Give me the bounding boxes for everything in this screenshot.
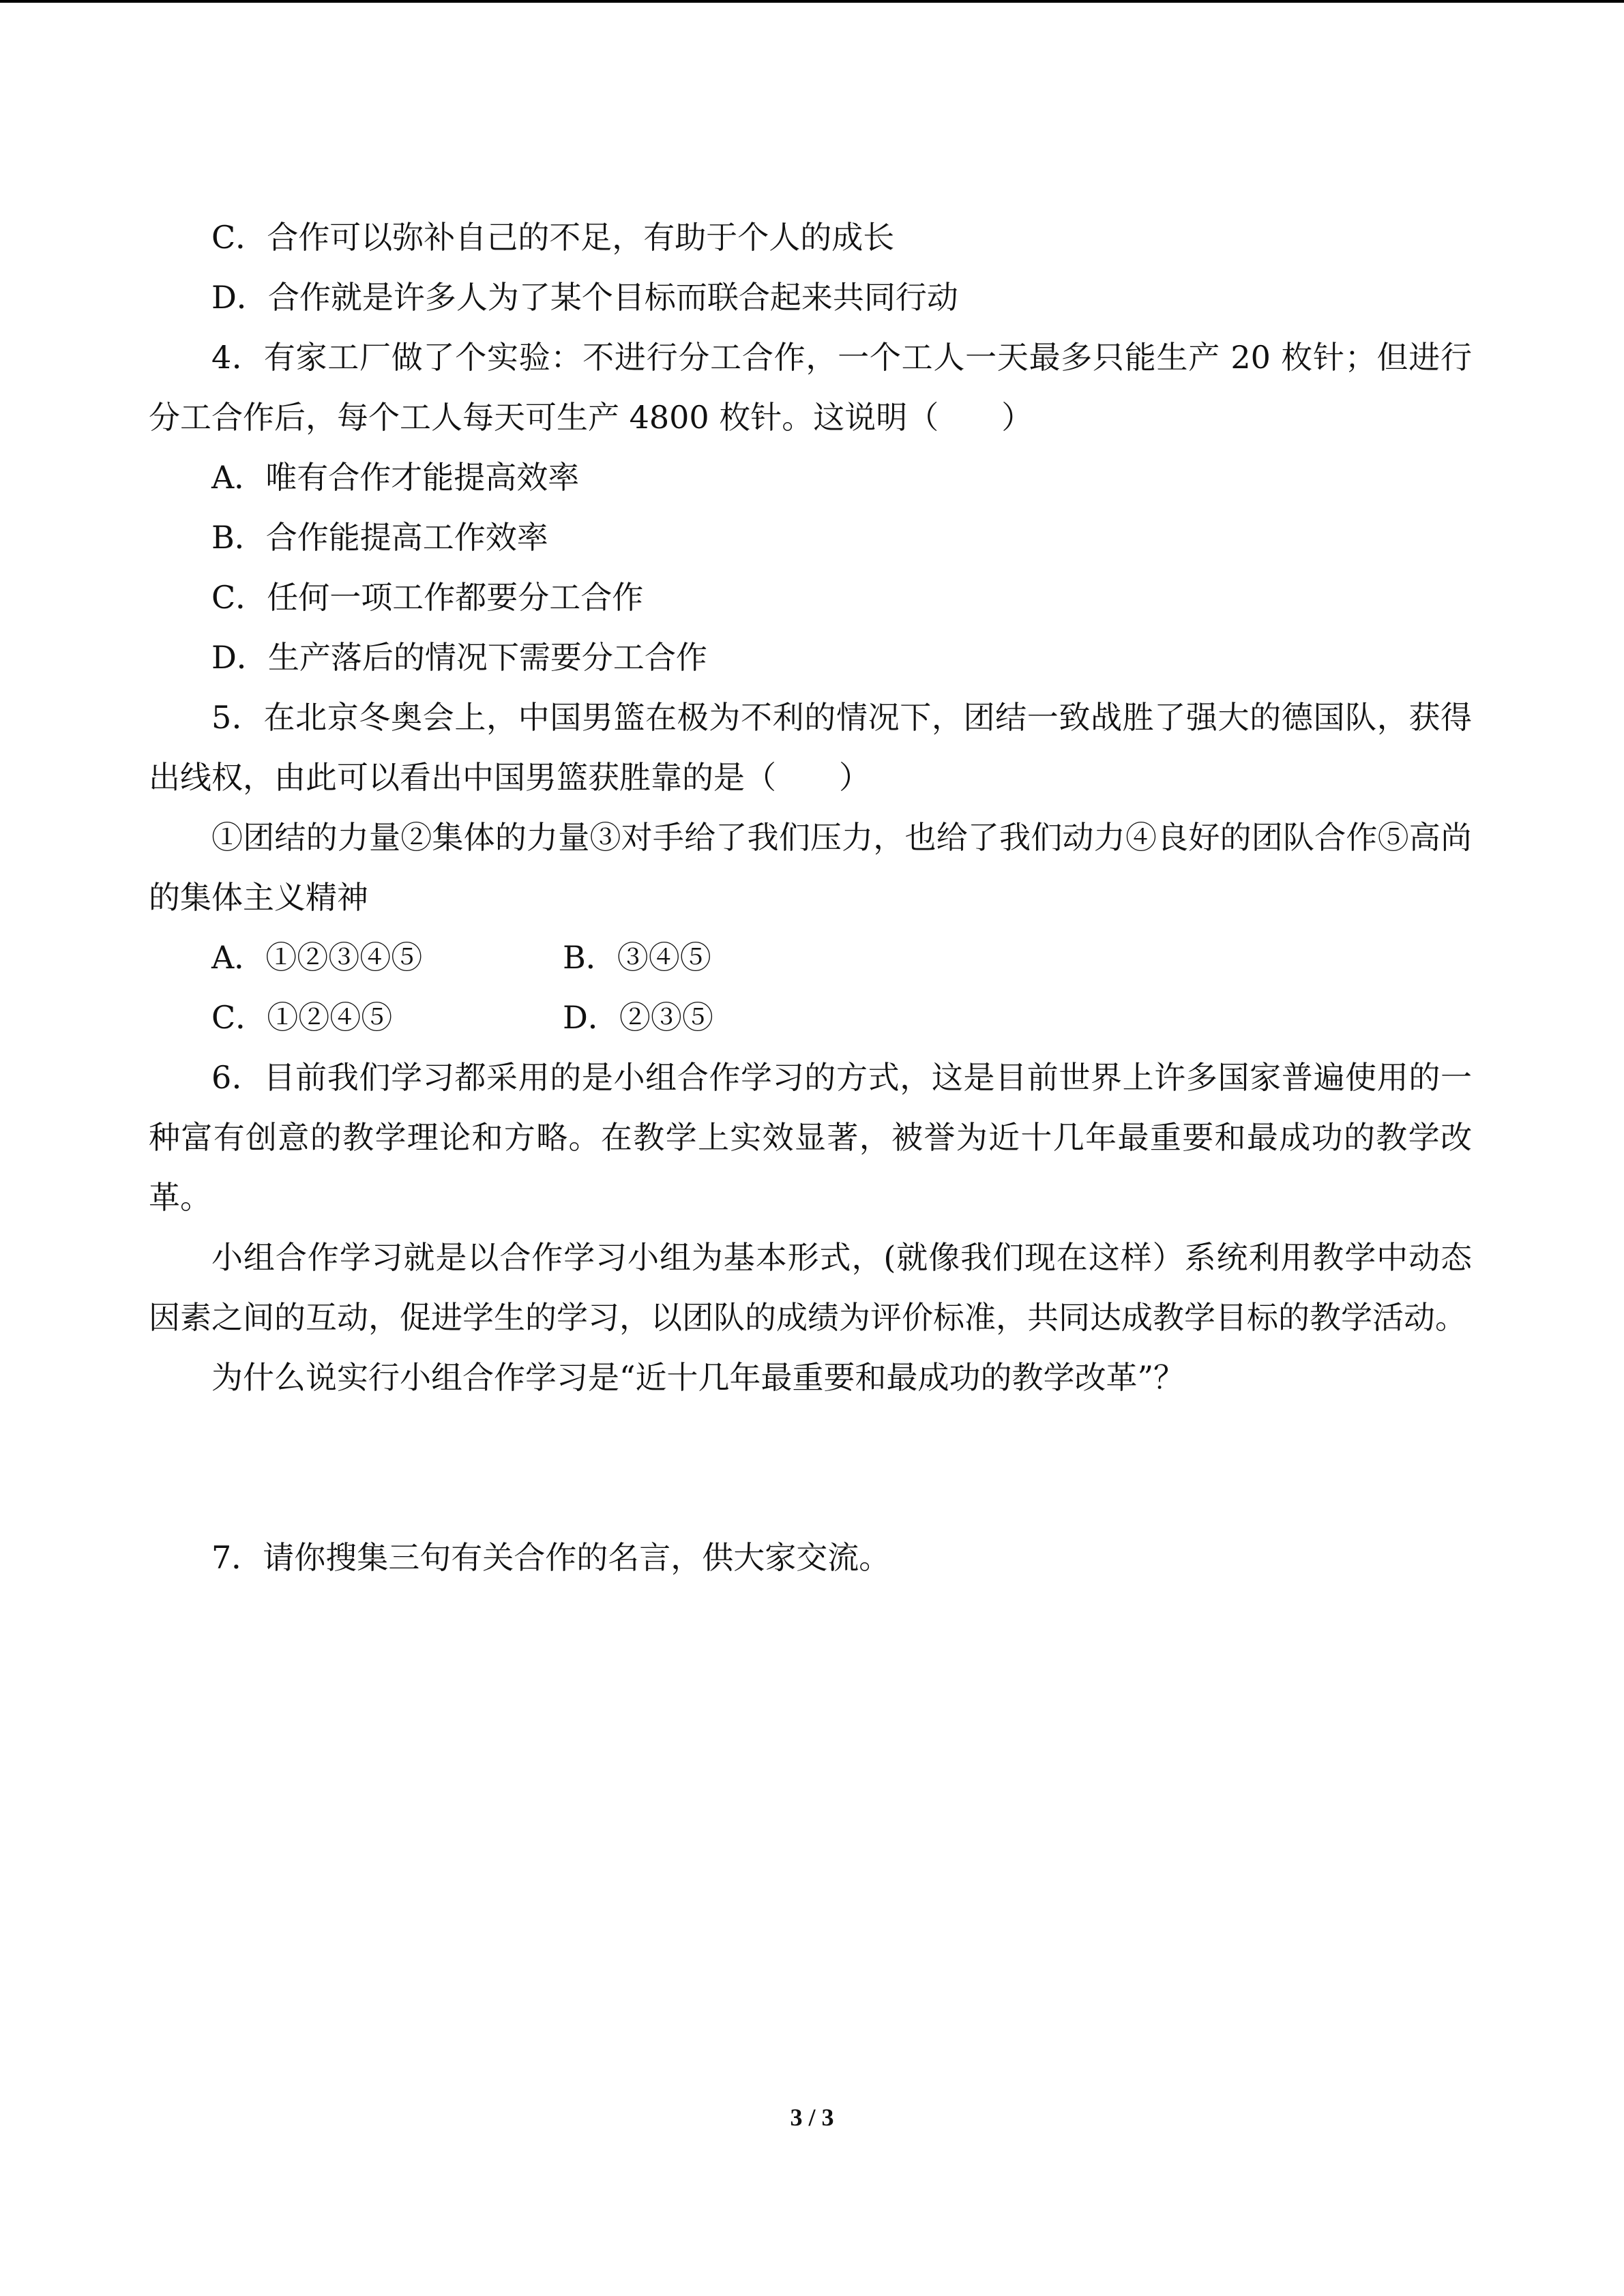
q4-option-d: D．生产落后的情况下需要分工合作 [211, 639, 707, 676]
q4-option-b: B．合作能提高工作效率 [211, 519, 548, 556]
q5-option-d: D．②③⑤ [563, 999, 713, 1036]
q5-options-row-1 [149, 927, 1472, 987]
page-number: 3 / 3 [790, 2104, 834, 2131]
q6-paragraph-2: 小组合作学习就是以合作学习小组为基本形式，(就像我们现在这样）系统利用教学中动态因素之间的互动，促进学生的学习，以团队的成绩为评价标准，共同达成教学目标的教学活动。 [149, 1239, 1472, 1336]
page-content [149, 207, 1472, 1587]
q7-stem: 7．请你搜集三句有关合作的名言，供大家交流。 [211, 1539, 891, 1576]
q5-items: ①团结的力量②集体的力量③对手给了我们压力，也给了我们动力④良好的团队合作⑤高尚的集体主义精神 [149, 819, 1472, 916]
q5-option-a: A．①②③④⑤ [211, 939, 423, 976]
q5-option-c: C．①②④⑤ [211, 999, 393, 1036]
q5-option-b: B．③④⑤ [563, 939, 711, 976]
q5-stem: 5．在北京冬奥会上，中国男篮在极为不利的情况下，团结一致战胜了强大的德国队，获得出线权，由此可以看出中国男篮获胜靠的是（ ） [149, 699, 1472, 796]
answer-space [149, 1407, 1472, 1527]
q4-stem: 4．有家工厂做了个实验：不进行分工合作，一个工人一天最多只能生产 20 枚针；但进行分工合作后，每个工人每天可生产 4800 枚针。这说明（ ） [149, 339, 1472, 436]
q5-options-row-2 [149, 987, 1472, 1047]
q3-option-c: C．合作可以弥补自己的不足，有助于个人的成长 [211, 219, 895, 256]
q4-option-c: C．任何一项工作都要分工合作 [211, 579, 644, 616]
q4-option-a: A．唯有合作才能提高效率 [211, 459, 580, 496]
q6-paragraph-1: 6．目前我们学习都采用的是小组合作学习的方式，这是目前世界上许多国家普遍使用的一种富有创意的教学理论和方略。在教学上实效显著，被誉为近十几年最重要和最成功的教学改革。 [149, 1059, 1472, 1216]
q3-option-d: D．合作就是许多人为了某个目标而联合起来共同行动 [211, 279, 958, 316]
q6-question: 为什么说实行小组合作学习是“近十几年最重要和最成功的教学改革”？ [211, 1359, 1185, 1396]
